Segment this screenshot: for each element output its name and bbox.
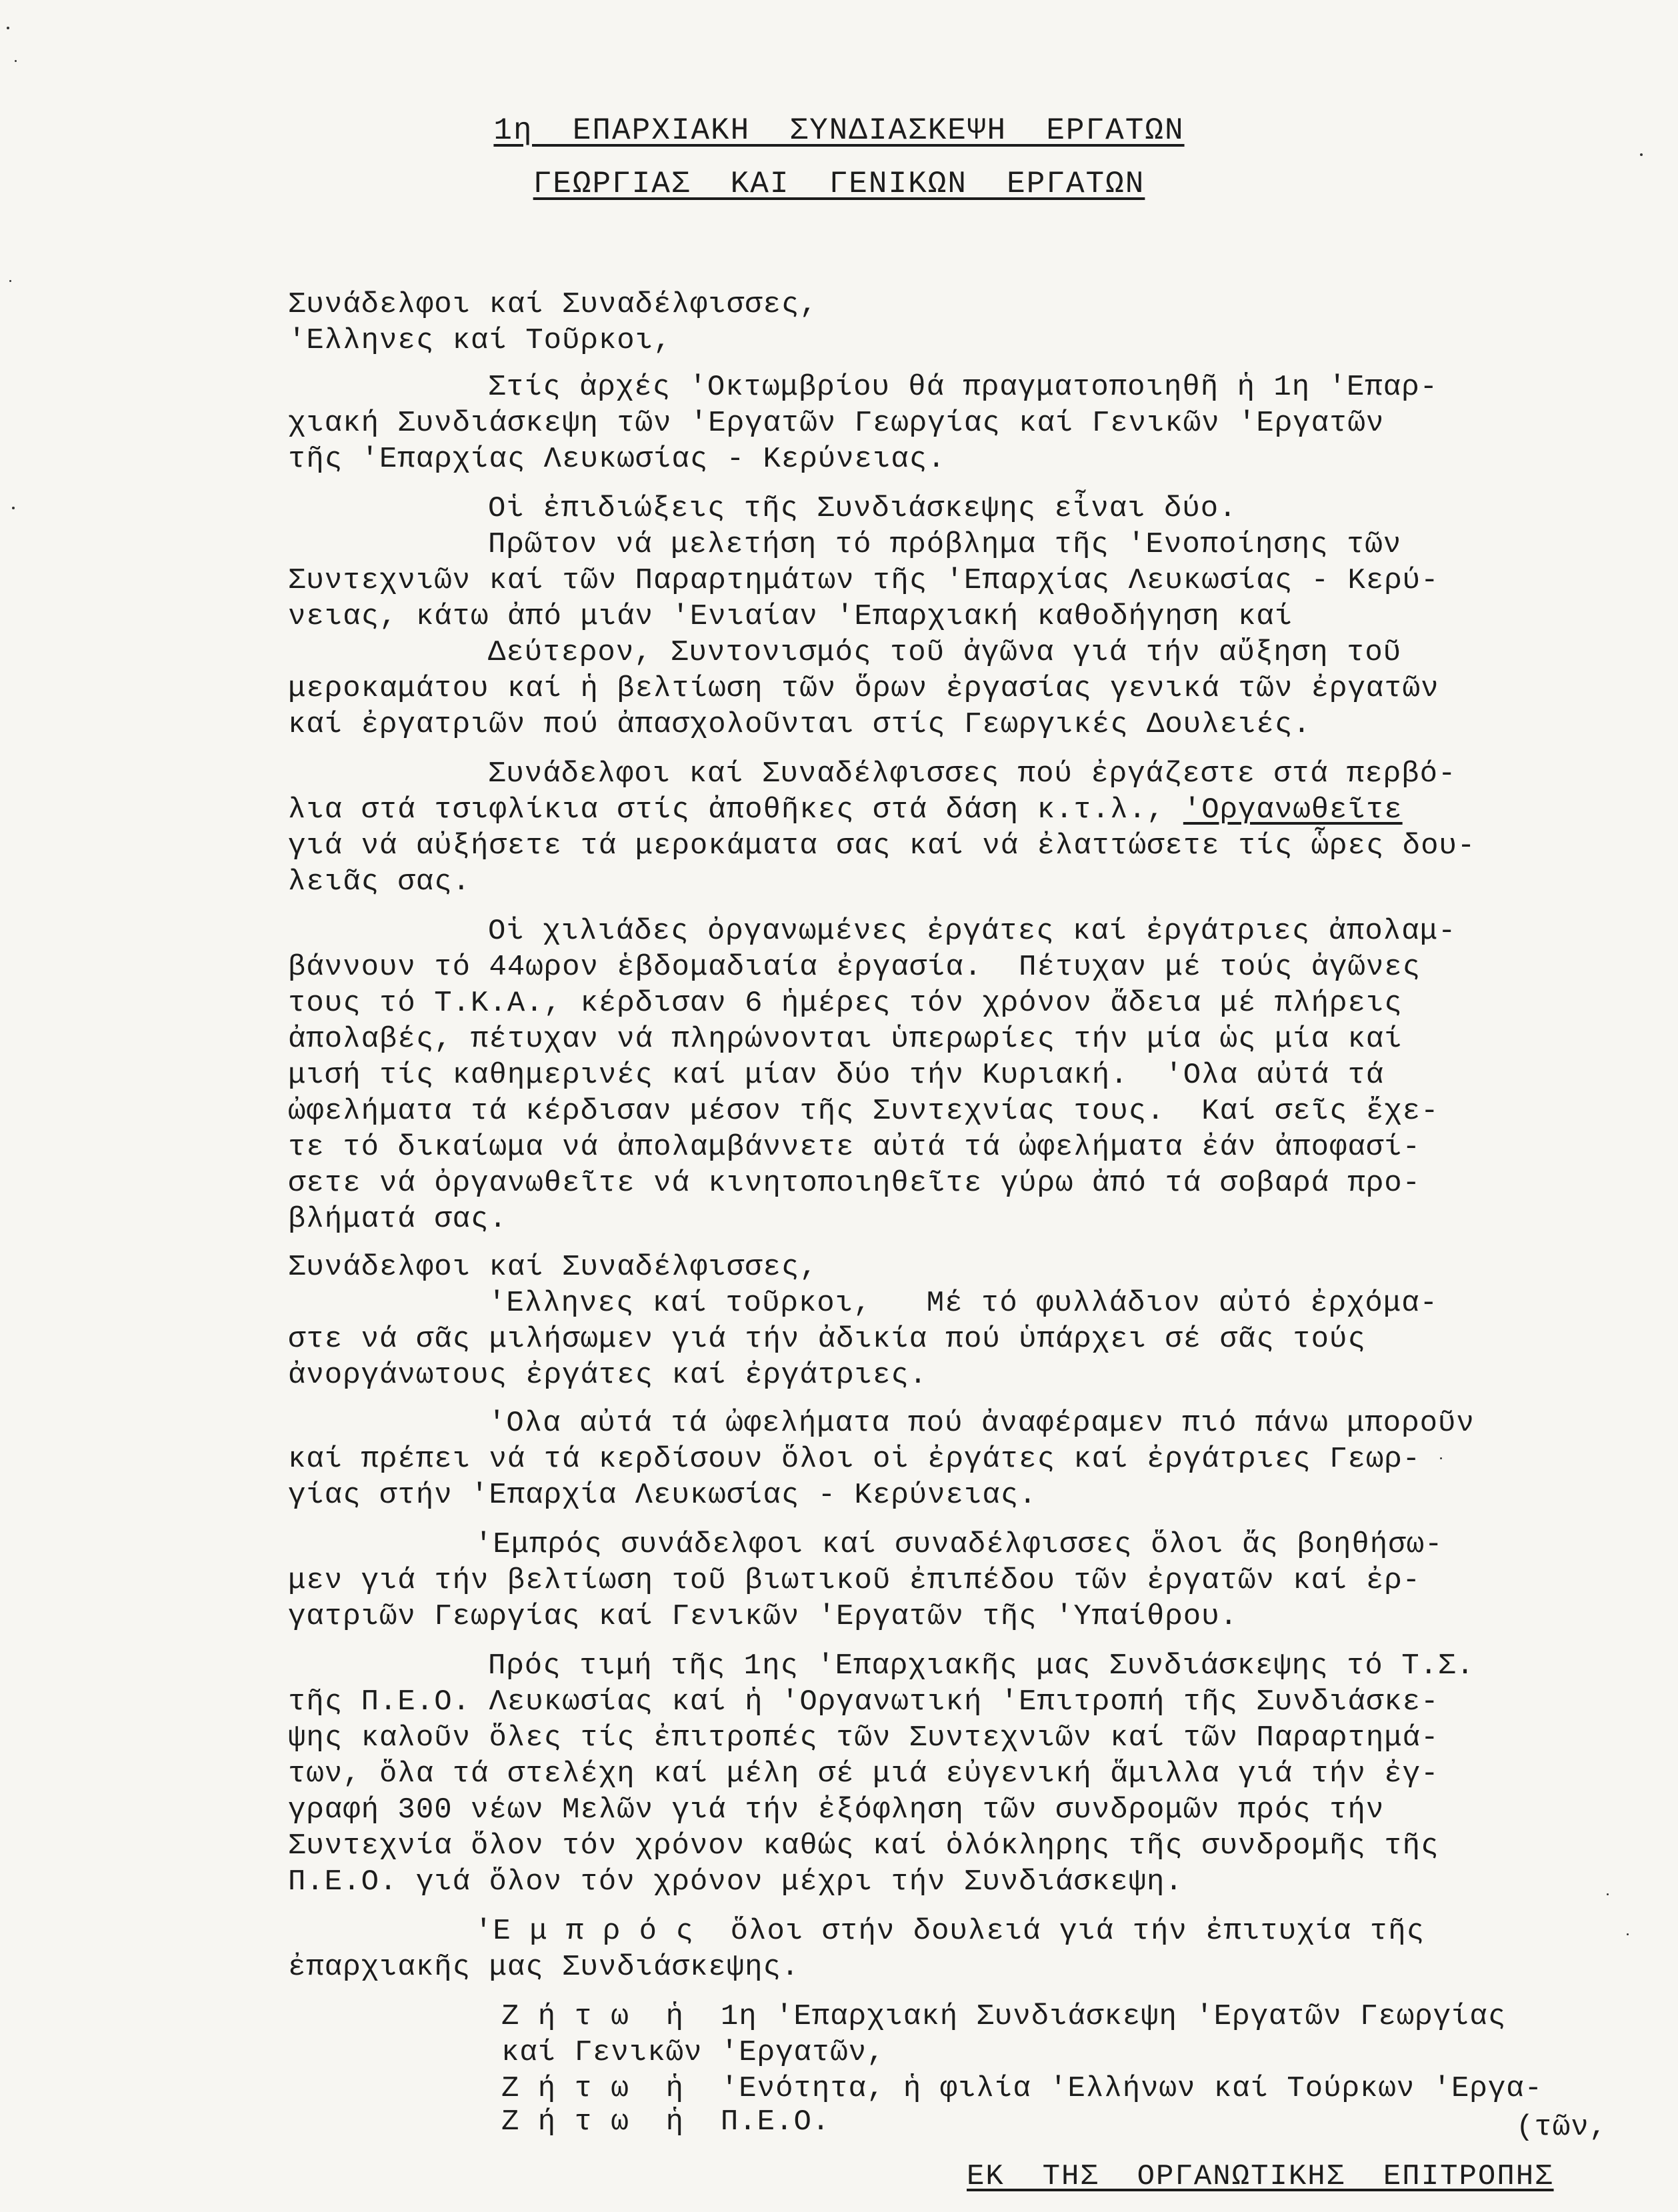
paragraph-line: μεροκαμάτου καί ἡ βελτίωση τῶν ὅρων ἐργασίας γενικά τῶν ἐργατῶν — [288, 672, 1439, 705]
slogan-line: Ζ ή τ ω ἡ 1η 'Επαρχιακή Συνδιάσκεψη 'Εργατῶν Γεωργίας — [501, 2000, 1507, 2033]
paragraph-line: βάννουν τό 44ωρον ἑβδομαδιαία ἐργασία. Πέτυχαν μέ τούς ἀγῶνες — [288, 951, 1421, 984]
paragraph-line: ὠφελήματα τά κέρδισαν μέσον τῆς Συντεχνίας τους. Καί σεῖς ἔχε- — [288, 1095, 1439, 1128]
paragraph-line: Πρῶτον νά μελετήση τό πρόβλημα τῆς 'Ενοποίησης τῶν — [488, 528, 1402, 561]
paragraph-line: μισή τίς καθημερινές καί μίαν δύο τήν Κυριακή. 'Ολα αὐτά τά — [288, 1059, 1385, 1092]
salutation-line: Συνάδελφοι καί Συναδέλφισσες, — [288, 288, 818, 321]
slogan-line: Ζ ή τ ω ἡ Π.Ε.Ο. — [501, 2105, 831, 2139]
paragraph-line: γραφή 300 νέων Μελῶν γιά τήν ἐξόφληση τῶν συνδρομῶν πρός τήν — [288, 1793, 1385, 1827]
paragraph-line: Πρός τιμή τῆς 1ης 'Επαρχιακῆς μας Συνδιάσκεψης τό Τ.Σ. — [488, 1649, 1475, 1683]
paragraph-line: 'Ε μ π ρ ό ς ὅλοι στήν δουλειά γιά τήν ἐπιτυχία τῆς — [475, 1915, 1425, 1948]
paragraph-line: Δεύτερον, Συντονισμός τοῦ ἀγῶνα γιά τήν αὔξηση τοῦ — [488, 636, 1402, 669]
paragraph-line: ἀπολαβές, πέτυχαν νά πληρώνονται ὑπερωρίες τήν μία ὡς μία καί — [288, 1023, 1403, 1056]
paragraph-line: τῆς 'Επαρχίας Λευκωσίας - Κερύνειας. — [288, 443, 946, 476]
paragraph-line: καί ἐργατριῶν πού ἀπασχολοῦνται στίς Γεωργικές Δουλειές. — [288, 708, 1311, 741]
paragraph-line: 'Ολα αὐτά τά ὠφελήματα πού ἀναφέραμεν πιό πάνω μποροῦν — [488, 1407, 1475, 1440]
paragraph-line: στε νά σᾶς μιλήσωμεν γιά τήν ἀδικία πού ὑπάρχει σέ σᾶς τούς — [288, 1323, 1366, 1356]
salutation-line: 'Ελληνες καί Τοῦρκοι, — [288, 324, 672, 357]
paragraph-line: τῆς Π.Ε.Ο. Λευκωσίας καί ἡ 'Οργανωτική 'Επιτροπή τῆς Συνδιάσκε- — [288, 1685, 1439, 1719]
scan-speck — [15, 60, 17, 62]
paragraph-line: νειας, κάτω ἀπό μιάν 'Ενιαίαν 'Επαρχιακή καθοδήγηση καί — [288, 600, 1293, 633]
slogan-continuation: (τῶν, — [1516, 2111, 1608, 2144]
paragraph-line: γατριῶν Γεωργίας καί Γενικῶν 'Εργατῶν τῆς 'Υπαίθρου. — [288, 1600, 1239, 1633]
scan-speck — [1440, 1457, 1442, 1459]
paragraph-line: γιά νά αὐξήσετε τά μεροκάματα σας καί νά ἐλαττώσετε τίς ὧρες δου- — [288, 829, 1476, 863]
paragraph-text: λια στά τσιφλίκια στίς ἀποθῆκες στά δάση κ.τ.λ., — [288, 793, 1183, 827]
paragraph-line: γίας στήν 'Επαρχία Λευκωσίας - Κερύνειας. — [288, 1479, 1037, 1512]
paragraph-line: Συντεχνία ὅλον τόν χρόνον καθώς καί ὁλόκληρης τῆς συνδρομῆς τῆς — [288, 1829, 1439, 1863]
slogan-line: Ζ ή τ ω ἡ 'Ενότητα, ἡ φιλία 'Ελλήνων καί Τούρκων 'Εργα- — [501, 2072, 1543, 2105]
paragraph-line: Οἱ ἐπιδιώξεις τῆς Συνδιάσκεψης εἶναι δύο. — [488, 492, 1237, 525]
paragraph-line: ἐπαρχιακῆς μας Συνδιάσκεψης. — [288, 1951, 800, 1984]
paragraph-line: 'Εμπρός συνάδελφοι καί συναδέλφισσες ὅλοι ἄς βοηθήσω- — [475, 1528, 1443, 1561]
paragraph-line: Συνάδελφοι καί Συναδέλφισσες πού ἐργάζεστε στά περβό- — [488, 757, 1457, 791]
paragraph-line: ψης καλοῦν ὅλες τίς ἐπιτροπές τῶν Συντεχνιῶν καί τῶν Παραρτημά- — [288, 1721, 1439, 1755]
paragraph-line: λειᾶς σας. — [288, 865, 471, 899]
paragraph-line: ἀνοργάνωτους ἐργάτες καί ἐργάτριες. — [288, 1359, 928, 1392]
scan-speck — [9, 280, 11, 282]
paragraph-line: σετε νά ὀργανωθεῖτε νά κινητοποιηθεῖτε γύρω ἀπό τά σοβαρά προ- — [288, 1167, 1421, 1200]
paragraph-line: καί πρέπει νά τά κερδίσουν ὅλοι οἱ ἐργάτες καί ἐργάτριες Γεωρ- — [288, 1443, 1421, 1476]
paragraph-line: τους τό Τ.Κ.Α., κέρδισαν 6 ἡμέρες τόν χρόνον ἄδεια μέ πλήρεις — [288, 987, 1403, 1020]
paragraph-line: Στίς ἀρχές 'Οκτωμβρίου θά πραγματοποιηθῆ ἡ 1η 'Επαρ- — [488, 371, 1439, 404]
scan-speck — [7, 27, 9, 29]
paragraph-line: μεν γιά τήν βελτίωση τοῦ βιωτικοῦ ἐπιπέδου τῶν ἐργατῶν καί ἐρ- — [288, 1564, 1421, 1597]
paragraph-line: Π.Ε.Ο. γιά ὅλον τόν χρόνον μέχρι τήν Συνδιάσκεψη. — [288, 1865, 1183, 1899]
paragraph-line: χιακή Συνδιάσκεψη τῶν 'Εργατῶν Γεωργίας καί Γενικῶν 'Εργατῶν — [288, 407, 1385, 440]
scan-speck — [12, 507, 15, 509]
emphasis-organize: 'Οργανωθεῖτε — [1183, 793, 1403, 827]
document-title-line-2: ΓΕΩΡΓΙΑΣ ΚΑΙ ΓΕΝΙΚΩΝ ΕΡΓΑΤΩΝ — [533, 167, 1145, 201]
paragraph-line: Συνάδελφοι καί Συναδέλφισσες, — [288, 1251, 818, 1284]
scan-speck — [1640, 153, 1643, 156]
signature-line: ΕΚ ΤΗΣ ΟΡΓΑΝΩΤΙΚΗΣ ΕΠΙΤΡΟΠΗΣ — [967, 2160, 1554, 2193]
slogan-line: καί Γενικῶν 'Εργατῶν, — [501, 2036, 885, 2069]
paragraph-line — [288, 793, 1403, 827]
document-title-line-1: 1η ΕΠΑΡΧΙΑΚΗ ΣΥΝΔΙΑΣΚΕΨΗ ΕΡΓΑΤΩΝ — [493, 113, 1185, 148]
paragraph-line: των, ὅλα τά στελέχη καί μέλη σέ μιά εὐγενική ἅμιλλα γιά τήν ἐγ- — [288, 1757, 1439, 1791]
paragraph-line: τε τό δικαίωμα νά ἀπολαμβάννετε αὐτά τά ὠφελήματα ἐάν ἀποφασί- — [288, 1131, 1421, 1164]
scan-speck — [1607, 1893, 1609, 1895]
paragraph-line: Συντεχνιῶν καί τῶν Παραρτημάτων τῆς 'Επαρχίας Λευκωσίας - Κερύ- — [288, 564, 1439, 597]
paragraph-line: βλήματά σας. — [288, 1203, 507, 1236]
scan-speck — [1627, 1933, 1629, 1935]
paragraph-line: Οἱ χιλιάδες ὀργανωμένες ἐργάτες καί ἐργάτριες ἀπολαμ- — [488, 915, 1457, 948]
paragraph-line: 'Ελληνες καί τοῦρκοι, Μέ τό φυλλάδιον αὐτό ἐρχόμα- — [488, 1287, 1439, 1320]
